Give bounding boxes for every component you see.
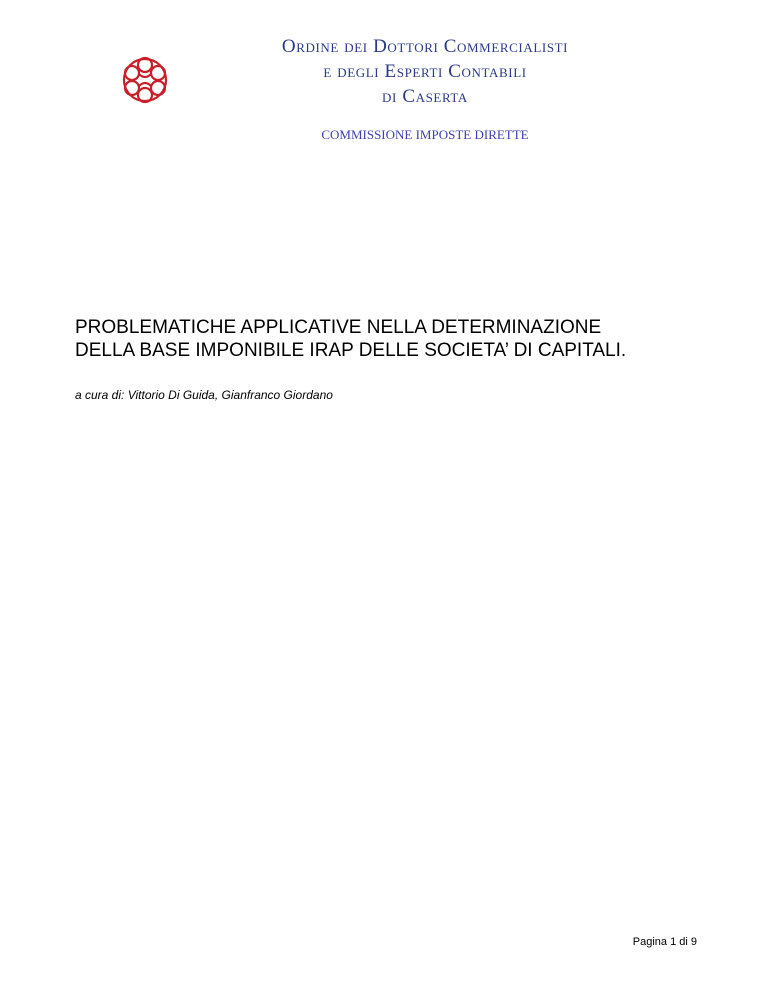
document-title-line-1: PROBLEMATICHE APPLICATIVE NELLA DETERMINAZIONE xyxy=(75,317,602,338)
page-number: Pagina 1 di 9 xyxy=(632,936,697,948)
authors-line: a cura di: Vittorio Di Guida, Gianfranco Giordano xyxy=(75,388,333,402)
document-title-line-2: DELLA BASE IMPONIBILE IRAP DELLE SOCIETA’ DI CAPITALI. xyxy=(75,340,627,361)
document-title xyxy=(75,316,715,362)
commission-subtitle: COMMISSIONE IMPOSTE DIRETTE xyxy=(321,127,529,142)
organization-title-line-3: di Caserta xyxy=(382,86,468,107)
organization-title xyxy=(160,34,690,109)
organization-title-line-1: Ordine dei Dottori Commercialisti xyxy=(281,36,569,57)
organization-title-line-2: e degli Esperti Contabili xyxy=(323,61,527,82)
